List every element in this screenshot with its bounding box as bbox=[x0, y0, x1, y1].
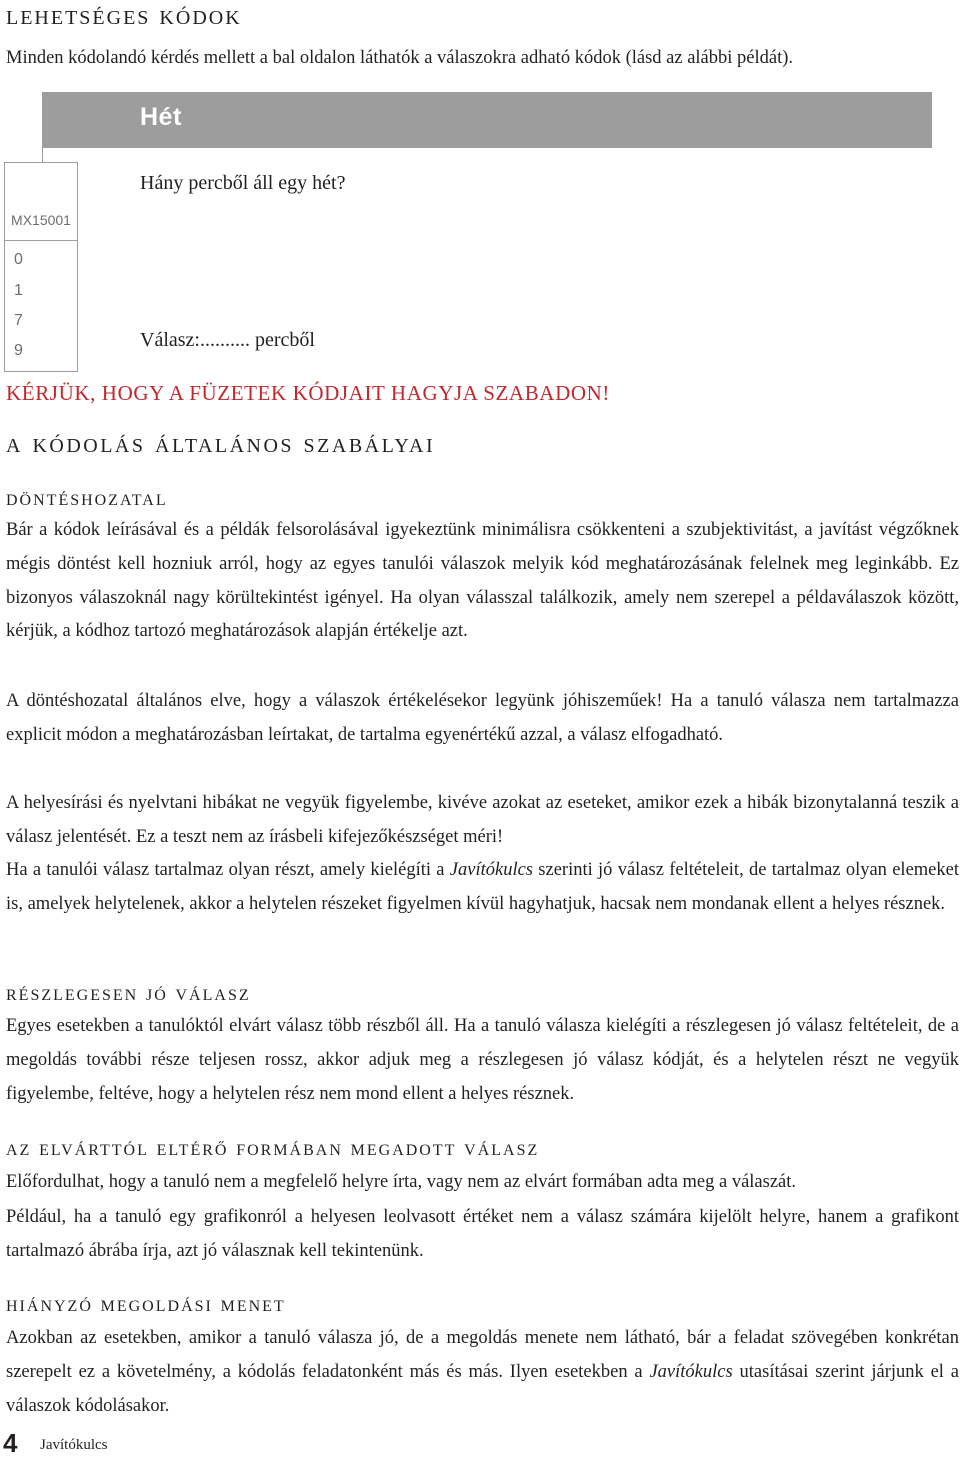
paragraph: A helyesírási és nyelvtani hibákat ne vegyük figyelembe, kivéve azokat az eseteket, amikor ezek a hibák bizonytalanná teszik a válasz jelentését. Ez a teszt nem az írásbeli kifejezőkészséget méri! bbox=[6, 793, 959, 847]
subheading-missing-solution: hiányzó megoldási menet bbox=[6, 1291, 286, 1316]
text-run: szerinti jó válasz feltételeit, de tartalmaz olyan elemeket is, amelyek helytelenek, akkor a helytelen részeket figyelmen kívül hagyhatjuk, hacsak nem mondanak ellent a helyes résznek. bbox=[6, 860, 959, 914]
intro-text: Minden kódolandó kérdés mellett a bal oldalon láthatók a válaszokra adható kódok (lásd az alábbi példát). bbox=[6, 48, 794, 68]
text-run-italic: Javítókulcs bbox=[449, 860, 533, 880]
text-run: Ha a tanulói válasz tartalmaz olyan részt, amely kielégíti a bbox=[6, 860, 450, 880]
answer-dots: .......... bbox=[199, 329, 250, 351]
item-id: MX15001 bbox=[11, 212, 71, 228]
subheading-different-format: az elvárttól eltérő formában megadott válasz bbox=[6, 1135, 540, 1160]
paragraph: Például, ha a tanuló egy grafikonról a helyesen leolvasott értéket nem a válasz számára kijelölt helyre, hanem a grafikont tartalmazó ábrába írja, azt jó válasznak kell tekintenünk. bbox=[6, 1207, 959, 1261]
text-run: utasításai szerint járjunk el a válaszok kódolásakor. bbox=[6, 1361, 959, 1416]
paragraph: Bár a kódok leírásával és a példák felsorolásával igyekeztünk minimálisra csökkenteni a szubjektivitást, a javítást végzőknek mégis döntést kell hozniuk arról, hogy az egyes tanulói válaszok melyik kód meghatározásának felelnek meg leginkább. Ez bizonyos válaszoknál nagy körültekintést igényel. Ha olyan válasszal találkozik, amely nem szerepel a példaválaszok között, kérjük, a kódhoz tartozó meghatározások alapján értékelje azt. bbox=[6, 520, 959, 642]
example-answer bbox=[140, 329, 315, 352]
heading-possible-codes: lehetséges kódok bbox=[6, 0, 242, 31]
section-title: a kódolás általános szabályai bbox=[6, 428, 436, 459]
example-title: Hét bbox=[140, 103, 182, 131]
code-value: 0 bbox=[14, 251, 23, 268]
warning-text: KÉRJÜK, HOGY A FÜZETEK KÓDJAIT HAGYJA SZABADON! bbox=[6, 381, 610, 405]
answer-suffix: percből bbox=[249, 329, 315, 351]
paragraph: A döntéshozatal általános elve, hogy a válaszok értékelésekor legyünk jóhiszeműek! Ha a tanuló válasza nem tartalmazza explicit módon a meghatározásban leírtakat, de tartalma egyenértékű azzal, a válasz elfogadható. bbox=[6, 691, 959, 745]
code-value: 7 bbox=[14, 312, 23, 329]
subheading-partial: részlegesen jó válasz bbox=[6, 980, 251, 1005]
footer-label: Javítókulcs bbox=[40, 1437, 108, 1453]
text-run: Azokban az esetekben, amikor a tanuló válasza jó, de a megoldás menete nem látható, bár a feladat szövegében konkrétan szerepelt ez a követelmény, a kódolás feladatonként más és más. Ilyen esetekben a bbox=[6, 1328, 959, 1382]
subheading-decision: döntéshozatal bbox=[6, 485, 168, 510]
text-run-italic: Javítókulcs bbox=[649, 1361, 733, 1382]
page-number: 4 bbox=[3, 1428, 18, 1458]
paragraph: Egyes esetekben a tanulóktól elvárt válasz több részből áll. Ha a tanuló válasza kielégíti a részlegesen jó válasz feltételeit, de a megoldás további része teljesen rossz, akkor adjuk meg a részlegesen jó válasz kódját, és a helytelen részt ne vegyük figyelembe, feltéve, hogy a helytelen rész nem mond ellent a helyes résznek. bbox=[6, 1016, 959, 1104]
paragraph bbox=[6, 854, 959, 922]
code-box-divider bbox=[4, 240, 78, 241]
example-connector-line bbox=[42, 148, 43, 162]
paragraph bbox=[6, 1322, 959, 1423]
code-value: 9 bbox=[14, 342, 23, 359]
answer-prefix: Válasz: bbox=[140, 329, 200, 351]
example-question: Hány percből áll egy hét? bbox=[140, 172, 346, 194]
paragraph: Előfordulhat, hogy a tanuló nem a megfelelő helyre írta, vagy nem az elvárt formában adta meg a válaszát. bbox=[6, 1172, 797, 1192]
code-value: 1 bbox=[14, 282, 23, 299]
